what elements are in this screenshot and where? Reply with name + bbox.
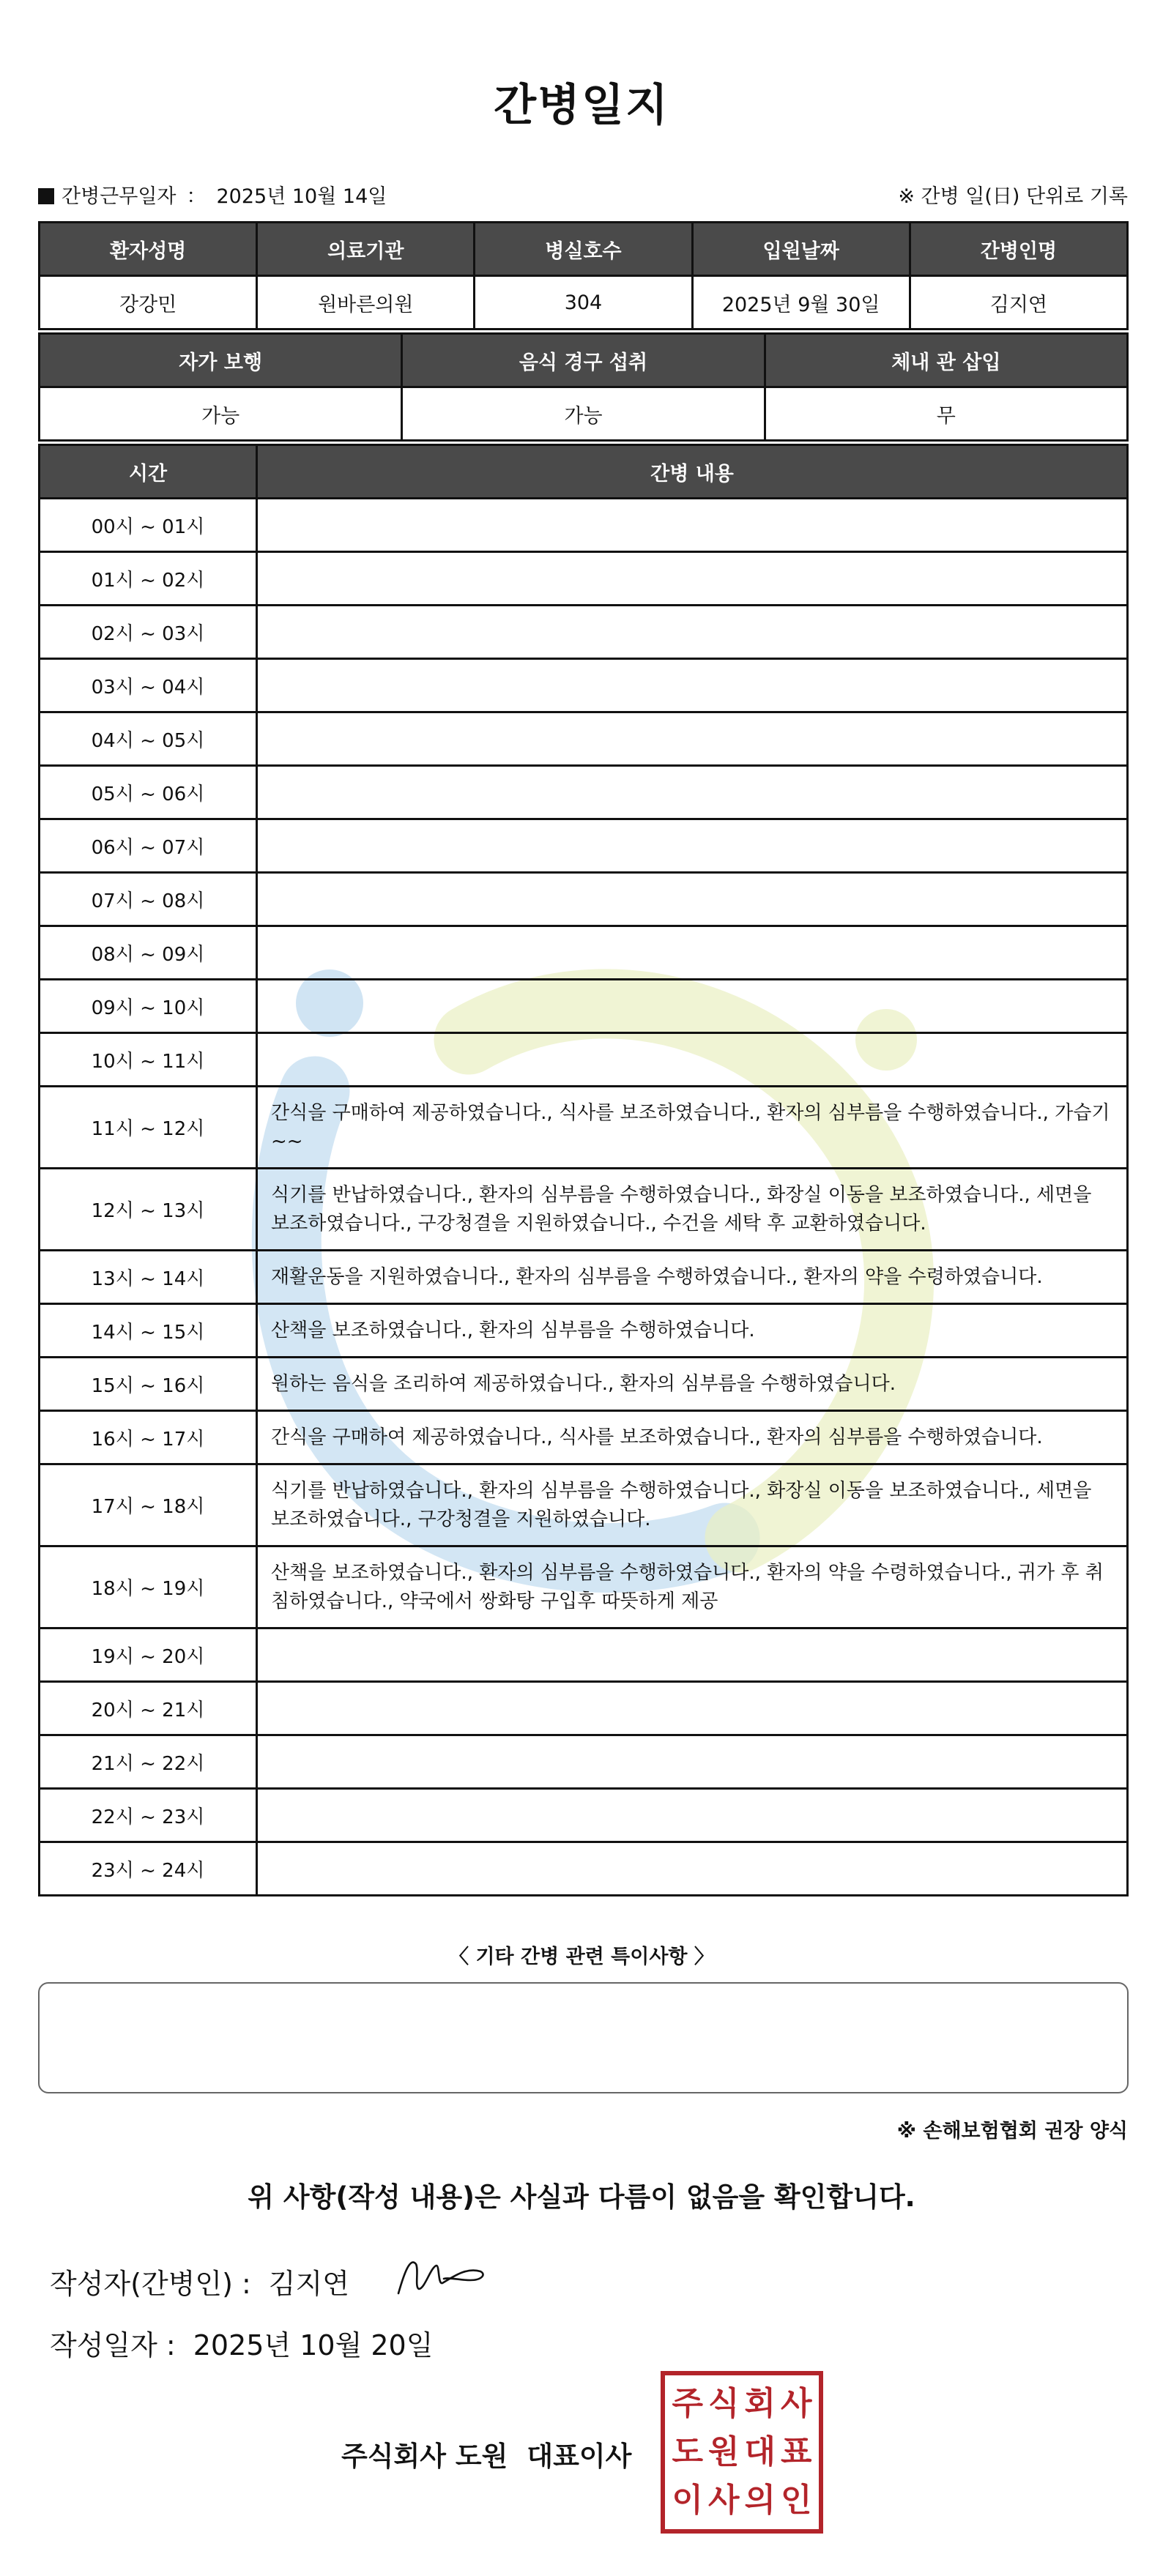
- time-slot: 22시 ~ 23시: [40, 1789, 257, 1842]
- writer-name: 김지연: [268, 2268, 349, 2300]
- time-slot: 12시 ~ 13시: [40, 1169, 257, 1251]
- time-slot: 10시 ~ 11시: [40, 1033, 257, 1087]
- table-row: [40, 1251, 1128, 1304]
- care-note: 간식을 구매하여 제공하였습니다., 식사를 보조하였습니다., 환자의 심부름을 수행하였습니다., 가습기 ~~: [257, 1087, 1128, 1169]
- patient-info-table: [38, 221, 1129, 330]
- signature-image: [394, 2251, 489, 2302]
- company-signature-line: [341, 2434, 631, 2473]
- tube-insertion-value: 무: [765, 387, 1127, 441]
- care-note: [257, 819, 1128, 873]
- table-row: [40, 1682, 1128, 1735]
- header-hospital: 의료기관: [257, 223, 475, 276]
- header-tube-insertion: 체내 관 삽입: [765, 334, 1127, 387]
- writer-row: [50, 2261, 349, 2301]
- time-slot: 04시 ~ 05시: [40, 712, 257, 766]
- header-care-content: 간병 내용: [257, 445, 1128, 499]
- table-row: [40, 499, 1128, 552]
- patient-status-value-row: [40, 387, 1128, 441]
- oral-intake-value: 가능: [402, 387, 765, 441]
- care-log-header-row: [40, 445, 1128, 499]
- care-note: [257, 980, 1128, 1033]
- recommend-note: ※ 손해보험협회 권장 양식: [896, 2120, 1128, 2143]
- care-note: [257, 499, 1128, 552]
- table-row: [40, 819, 1128, 873]
- header-caregiver-name: 간병인명: [910, 223, 1127, 276]
- care-note: [257, 1033, 1128, 1087]
- care-note: 식기를 반납하였습니다., 환자의 심부름을 수행하였습니다., 화장실 이동을 보조하였습니다., 세면을 보조하였습니다., 구강청결을 지원하였습니다.: [257, 1464, 1128, 1546]
- table-row: [40, 1358, 1128, 1411]
- time-slot: 19시 ~ 20시: [40, 1628, 257, 1682]
- care-note: [257, 1682, 1128, 1735]
- care-note: 식기를 반납하였습니다., 환자의 심부름을 수행하였습니다., 화장실 이동을 보조하였습니다., 세면을 보조하였습니다., 구강청결을 지원하였습니다., 수건을 세탁 후 교환하였습니다.: [257, 1169, 1128, 1251]
- header-admission-date: 입원날짜: [692, 223, 910, 276]
- write-date-value: 2025년 10월 20일: [193, 2329, 434, 2361]
- header-time: 시간: [40, 445, 257, 499]
- care-note: [257, 1842, 1128, 1896]
- seal-char: 주: [672, 2385, 703, 2422]
- table-row: [40, 1087, 1128, 1169]
- seal-char: 식: [707, 2385, 740, 2422]
- company-seal-stamp: [661, 2371, 823, 2534]
- time-slot: 03시 ~ 04시: [40, 659, 257, 712]
- care-note: [257, 712, 1128, 766]
- table-row: [40, 659, 1128, 712]
- table-row: [40, 1304, 1128, 1358]
- work-date-row: [38, 180, 387, 209]
- care-note: 재활운동을 지원하였습니다., 환자의 심부름을 수행하였습니다., 환자의 약을 수령하였습니다.: [257, 1251, 1128, 1304]
- company-name: 주식회사 도원: [341, 2441, 508, 2472]
- time-slot: 18시 ~ 19시: [40, 1546, 257, 1628]
- time-slot: 02시 ~ 03시: [40, 606, 257, 659]
- header-patient-name: 환자성명: [40, 223, 257, 276]
- time-slot: 01시 ~ 02시: [40, 552, 257, 606]
- hospital-name: 원바른의원: [257, 276, 475, 330]
- time-slot: 16시 ~ 17시: [40, 1411, 257, 1464]
- time-slot: 09시 ~ 10시: [40, 980, 257, 1033]
- time-slot: 05시 ~ 06시: [40, 766, 257, 819]
- header-room: 병실호수: [475, 223, 692, 276]
- room-number: 304: [475, 276, 692, 330]
- care-note: [257, 873, 1128, 926]
- time-slot: 00시 ~ 01시: [40, 499, 257, 552]
- time-slot: 14시 ~ 15시: [40, 1304, 257, 1358]
- confirmation-statement: 위 사항(작성 내용)은 사실과 다름이 없음을 확인합니다.: [248, 2181, 915, 2213]
- admission-date: 2025년 9월 30일: [692, 276, 910, 330]
- time-slot: 07시 ~ 08시: [40, 873, 257, 926]
- patient-info-value-row: [40, 276, 1128, 330]
- writer-label: 작성자(간병인) :: [50, 2268, 251, 2300]
- care-note: 간식을 구매하여 제공하였습니다., 식사를 보조하였습니다., 환자의 심부름을 수행하였습니다.: [257, 1411, 1128, 1464]
- table-row: [40, 873, 1128, 926]
- table-row: [40, 552, 1128, 606]
- table-row: [40, 1789, 1128, 1842]
- table-row: [40, 1411, 1128, 1464]
- seal-char: 사: [707, 2482, 740, 2519]
- seal-char: 표: [780, 2433, 812, 2471]
- black-square-icon: [38, 188, 54, 204]
- time-slot: 23시 ~ 24시: [40, 1842, 257, 1896]
- care-note: [257, 659, 1128, 712]
- time-slot: 08시 ~ 09시: [40, 926, 257, 980]
- table-row: [40, 766, 1128, 819]
- care-note: 산책을 보조하였습니다., 환자의 심부름을 수행하였습니다.: [257, 1304, 1128, 1358]
- seal-char: 도: [672, 2433, 703, 2471]
- time-slot: 13시 ~ 14시: [40, 1251, 257, 1304]
- patient-status-table: [38, 332, 1129, 442]
- table-row: [40, 1842, 1128, 1896]
- care-note: 원하는 음식을 조리하여 제공하였습니다., 환자의 심부름을 수행하였습니다.: [257, 1358, 1128, 1411]
- patient-status-header-row: [40, 334, 1128, 387]
- work-date-value: 2025년 10월 14일: [216, 185, 387, 208]
- header-oral-intake: 음식 경구 섭취: [402, 334, 765, 387]
- write-date-row: [50, 2323, 433, 2363]
- seal-char: 인: [780, 2482, 812, 2519]
- care-note: [257, 766, 1128, 819]
- special-notes-box: [38, 1982, 1129, 2093]
- unit-note: ※ 간병 일(日) 단위로 기록: [898, 185, 1128, 208]
- care-note: [257, 606, 1128, 659]
- care-note: [257, 552, 1128, 606]
- seal-char: 회: [744, 2385, 776, 2422]
- header-self-walking: 자가 보행: [40, 334, 402, 387]
- self-walking-value: 가능: [40, 387, 402, 441]
- write-date-label: 작성일자 :: [50, 2329, 176, 2361]
- table-row: [40, 1735, 1128, 1789]
- table-row: [40, 1464, 1128, 1546]
- work-date-label: 간병근무일자: [62, 185, 177, 208]
- care-note: [257, 1735, 1128, 1789]
- table-row: [40, 926, 1128, 980]
- table-row: [40, 980, 1128, 1033]
- special-notes-title: 〈 기타 간병 관련 특이사항 〉: [449, 1946, 714, 1968]
- time-slot: 20시 ~ 21시: [40, 1682, 257, 1735]
- seal-char: 대: [744, 2433, 776, 2471]
- seal-char: 의: [744, 2482, 776, 2519]
- table-row: [40, 1033, 1128, 1087]
- page-title: 간병일지: [494, 80, 669, 131]
- table-row: [40, 1169, 1128, 1251]
- time-slot: 15시 ~ 16시: [40, 1358, 257, 1411]
- time-slot: 11시 ~ 12시: [40, 1087, 257, 1169]
- patient-name: 강강민: [40, 276, 257, 330]
- time-slot: 17시 ~ 18시: [40, 1464, 257, 1546]
- care-log-table: [38, 444, 1129, 1896]
- patient-info-header-row: [40, 223, 1128, 276]
- care-note: 산책을 보조하였습니다., 환자의 심부름을 수행하였습니다., 환자의 약을 수령하였습니다., 귀가 후 취침하였습니다., 약국에서 쌍화탕 구입후 따뜻하게 제공: [257, 1546, 1128, 1628]
- seal-char: 사: [780, 2385, 812, 2422]
- table-row: [40, 1546, 1128, 1628]
- work-date-separator: ：: [186, 185, 207, 208]
- time-slot: 06시 ~ 07시: [40, 819, 257, 873]
- care-note: [257, 1789, 1128, 1842]
- table-row: [40, 712, 1128, 766]
- care-note: [257, 1628, 1128, 1682]
- time-slot: 21시 ~ 22시: [40, 1735, 257, 1789]
- seal-char: 원: [707, 2433, 740, 2471]
- seal-char: 이: [672, 2482, 703, 2519]
- table-row: [40, 1628, 1128, 1682]
- table-row: [40, 606, 1128, 659]
- care-note: [257, 926, 1128, 980]
- caregiver-name: 김지연: [910, 276, 1127, 330]
- seal-characters: [669, 2380, 814, 2525]
- company-title: 대표이사: [527, 2441, 632, 2472]
